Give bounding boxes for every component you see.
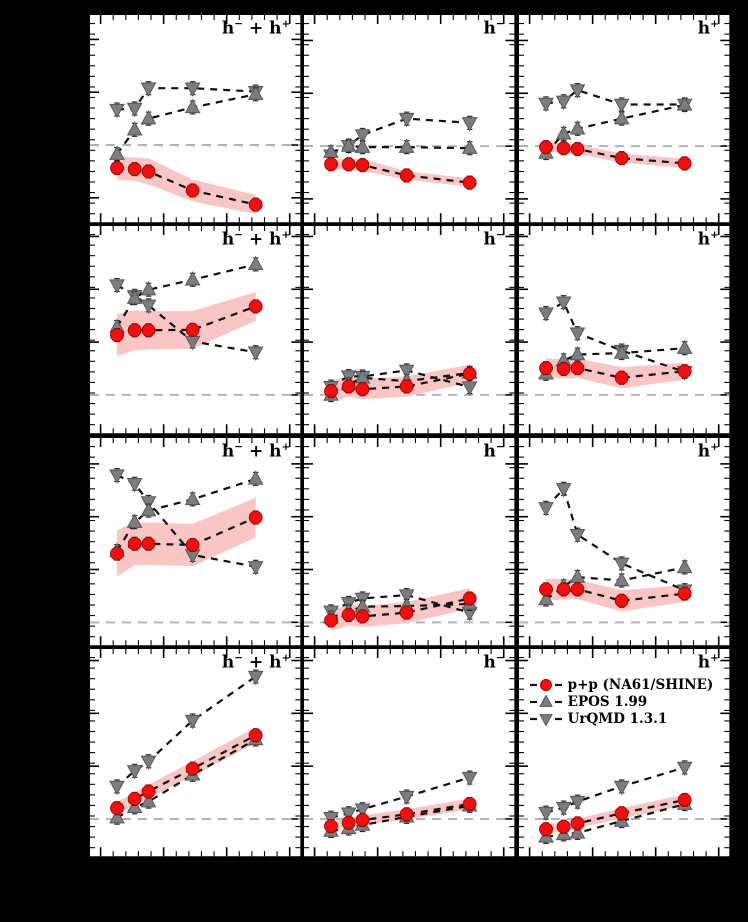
- panel-r1c0: [88, 224, 302, 435]
- legend-label: EPOS 1.99: [567, 693, 648, 710]
- panel-r1c1: [302, 224, 516, 435]
- legend: [529, 677, 714, 728]
- panel-r3c0: [88, 647, 302, 858]
- panel-charge-label: h− + h+: [221, 651, 291, 673]
- panel-charge-label: h−: [483, 651, 505, 673]
- panel-r2c0: [88, 436, 302, 647]
- circle-icon: [529, 677, 563, 693]
- panel-charge-label: h+: [697, 651, 719, 673]
- panel-r3c1: [302, 647, 516, 858]
- panel-charge-label: h−: [483, 229, 505, 250]
- panel-charge-label: h+: [697, 18, 719, 39]
- panel-r2c1: [302, 436, 516, 647]
- panel-charge-label: h+: [697, 229, 719, 250]
- legend-item-pp: [529, 677, 714, 693]
- legend-label: UrQMD 1.3.1: [567, 711, 668, 728]
- legend-item-urqmd: [529, 711, 714, 727]
- panel-r0c1: [302, 13, 516, 224]
- panel-charge-label: h+: [697, 440, 719, 462]
- legend-item-epos: [529, 694, 714, 710]
- triangle-down-icon: [529, 711, 563, 727]
- legend-label: p+p (NA61/SHINE): [567, 676, 714, 693]
- panel-r0c0: [88, 13, 302, 224]
- panel-charge-label: h− + h+: [221, 229, 291, 250]
- panel-charge-label: h− + h+: [221, 440, 291, 462]
- panel-r0c2: [517, 13, 731, 224]
- triangle-up-icon: [529, 694, 563, 710]
- panel-charge-label: h−: [483, 18, 505, 39]
- panel-r1c2: [517, 224, 731, 435]
- panel-charge-label: h− + h+: [221, 18, 291, 39]
- panel-charge-label: h−: [483, 440, 505, 462]
- panel-r2c2: [517, 436, 731, 647]
